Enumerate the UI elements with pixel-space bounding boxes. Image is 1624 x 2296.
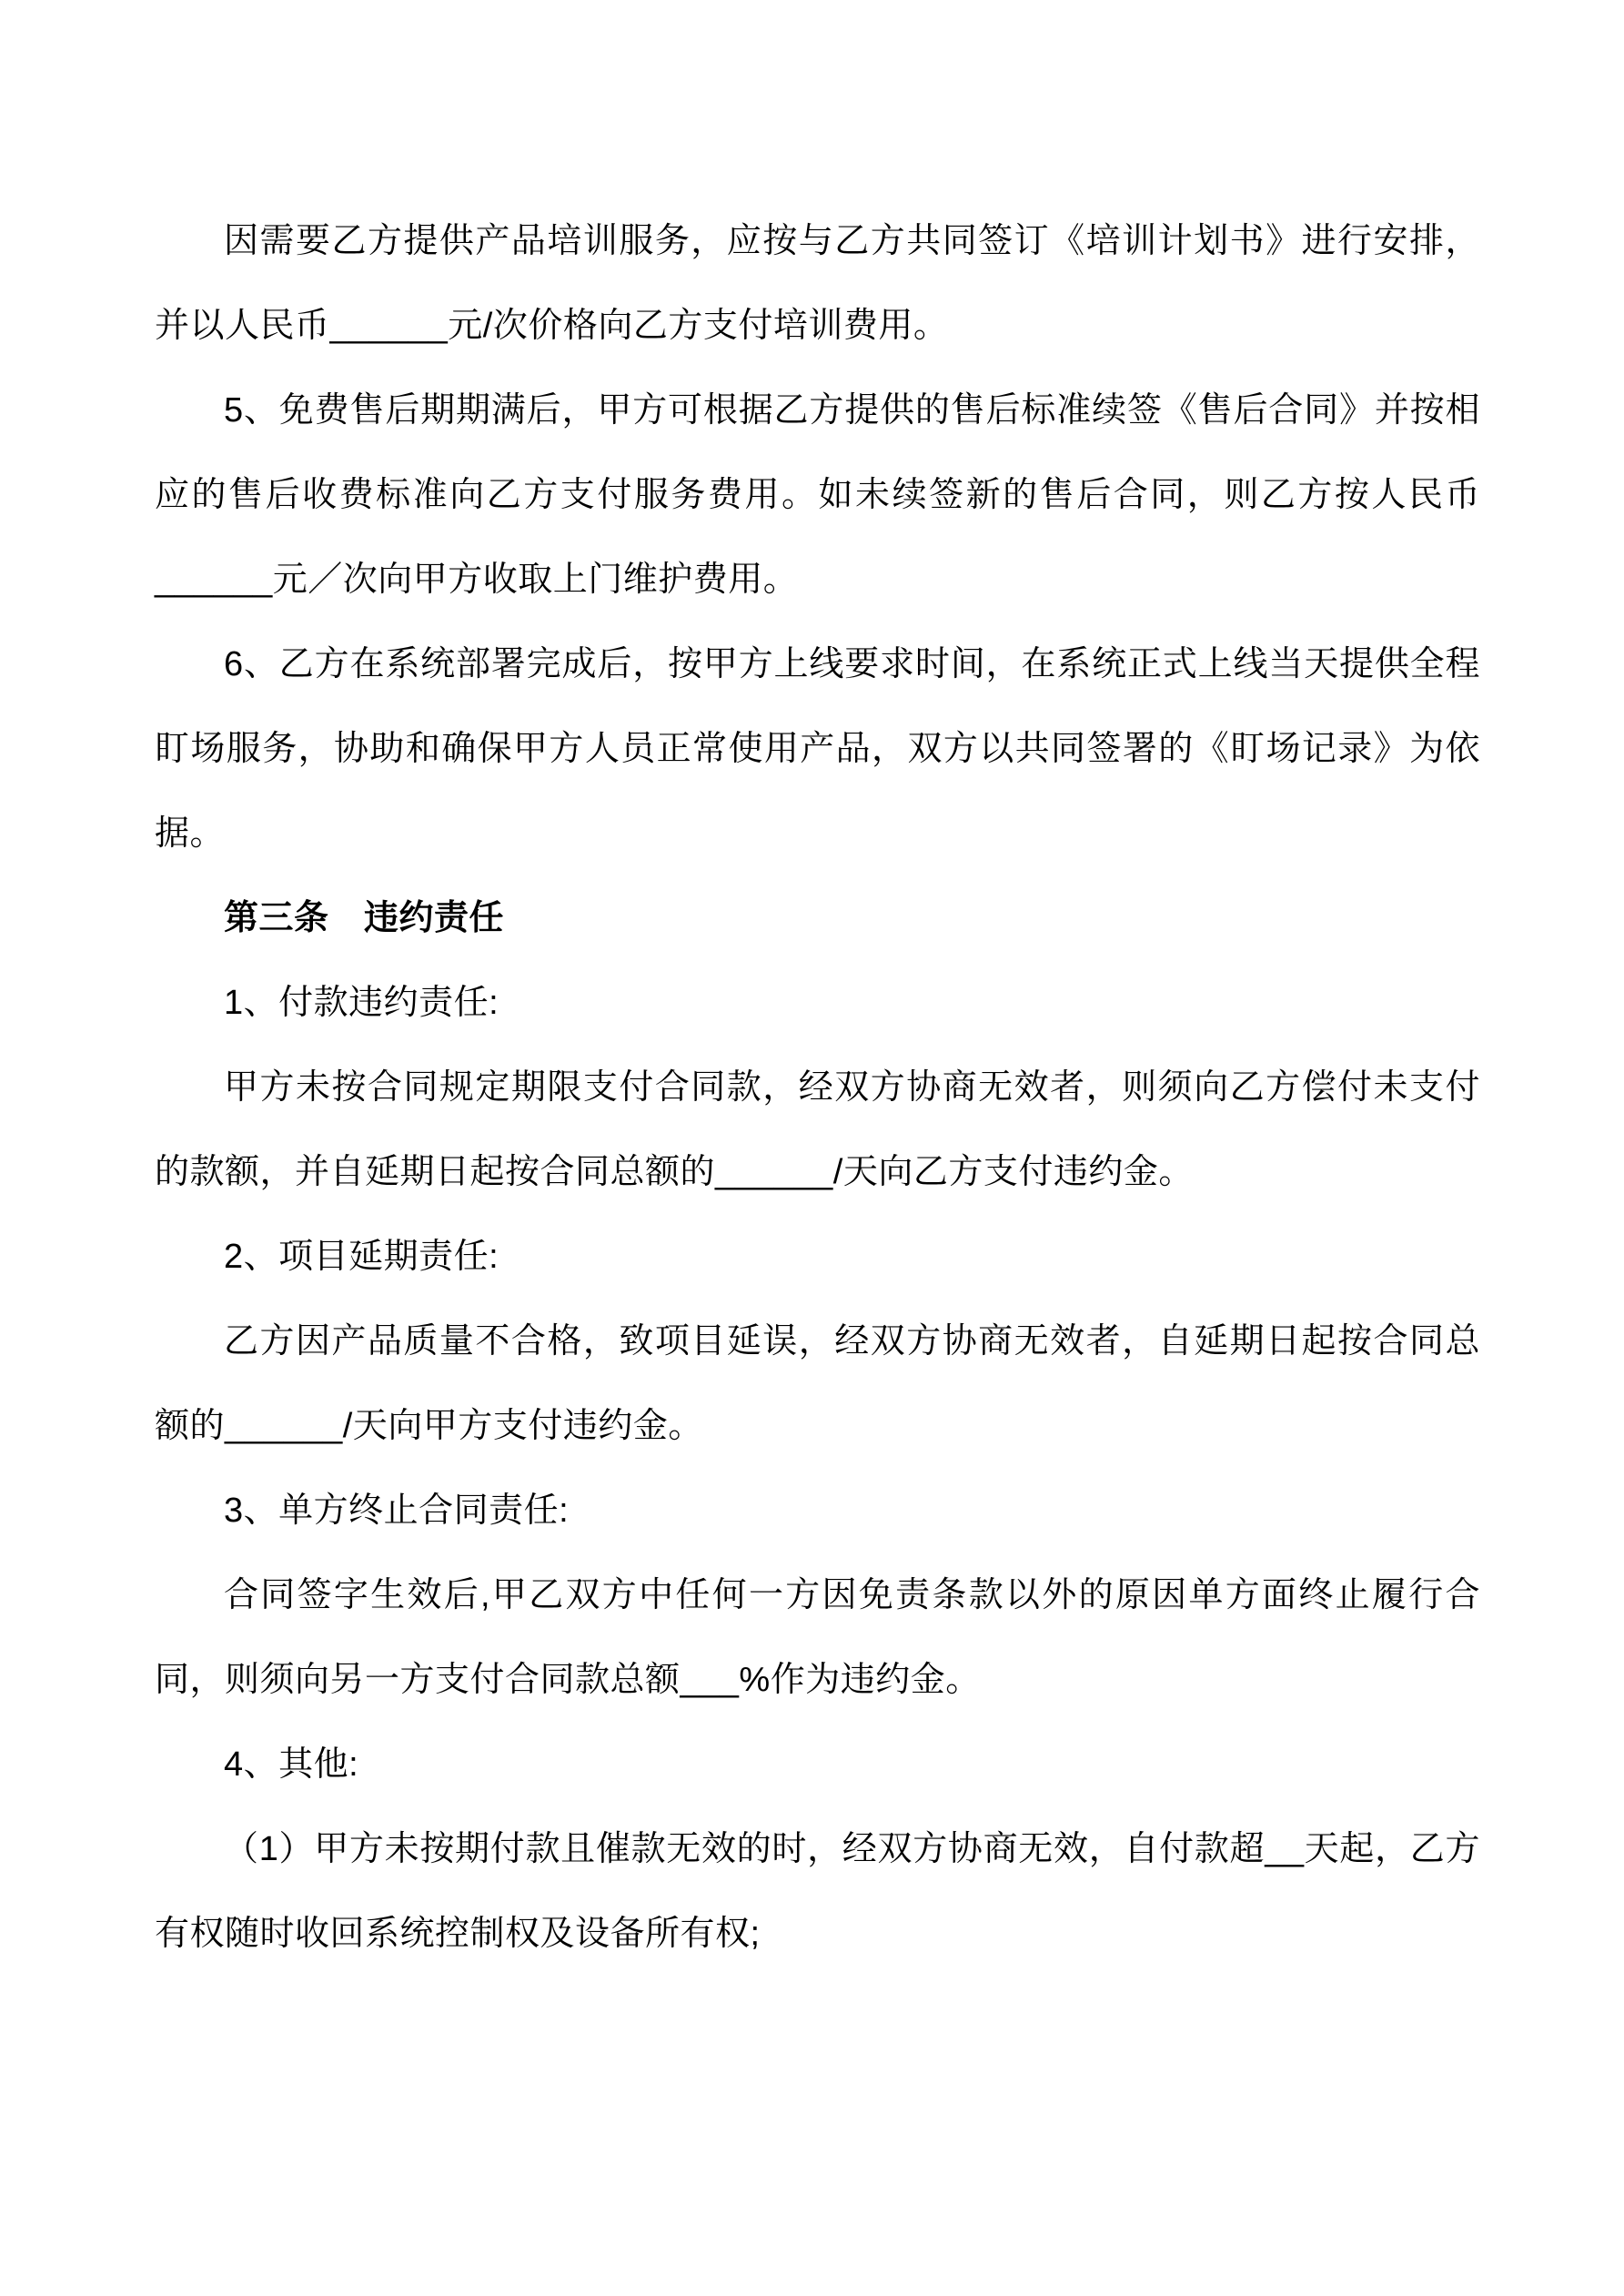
paragraph-item-4-sub-1: （1）甲方未按期付款且催款无效的时，经双方协商无效，自付款超__天起，乙方有权随时收回系统控制权及设备所有权; [155, 1830, 1480, 1953]
document-body [155, 199, 1480, 1977]
section-heading-article-3: 第三条 违约责任 [224, 899, 505, 937]
paragraph-item-4-title: 4、其他: [224, 1745, 359, 1784]
paragraph-training-fee: 因需要乙方提供产品培训服务，应按与乙方共同签订《培训计划书》进行安排，并以人民币______元/次价格向乙方支付培训费用。 [155, 222, 1480, 345]
paragraph-clause-6-onsite: 6、乙方在系统部署完成后，按甲方上线要求时间，在系统正式上线当天提供全程盯场服务，协助和确保甲方人员正常使用产品，双方以共同签署的《盯场记录》为依据。 [155, 645, 1480, 853]
paragraph-item-1-title: 1、付款违约责任: [224, 984, 499, 1022]
paragraph-item-2-title: 2、项目延期责任: [224, 1238, 499, 1276]
paragraph-item-3-title: 3、单方终止合同责任: [224, 1492, 570, 1530]
paragraph-item-2-body: 乙方因产品质量不合格，致项目延误，经双方协商无效者，自延期日起按合同总额的______/天向甲方支付违约金。 [155, 1322, 1480, 1445]
paragraph-item-1-body: 甲方未按合同规定期限支付合同款，经双方协商无效者，则须向乙方偿付未支付的款额，并自延期日起按合同总额的______/天向乙方支付违约金。 [155, 1068, 1480, 1191]
paragraph-clause-5-aftersales: 5、免费售后期期满后，甲方可根据乙方提供的售后标准续签《售后合同》并按相应的售后收费标准向乙方支付服务费用。如未续签新的售后合同，则乙方按人民币______元／次向甲方收取上门维护费用。 [155, 391, 1480, 599]
paragraph-item-3-body: 合同签字生效后,甲乙双方中任何一方因免责条款以外的原因单方面终止履行合同，则须向另一方支付合同款总额___%作为违约金。 [155, 1576, 1480, 1699]
